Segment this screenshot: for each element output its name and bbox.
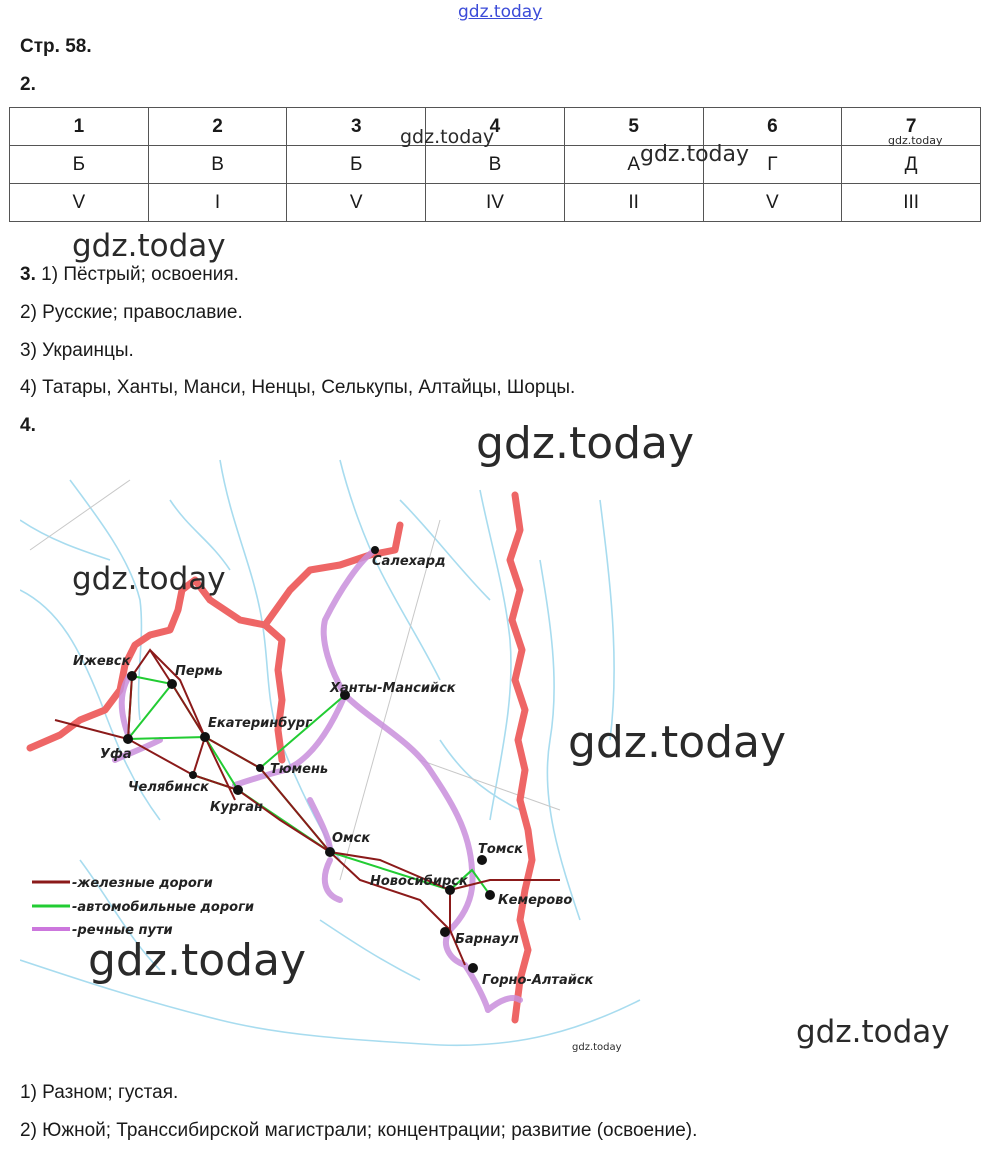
table-cell: II xyxy=(564,184,703,222)
table-cell: 4 xyxy=(426,108,565,146)
task4-item: 2) Южной; Транссибирской магистрали; концентрации; развитие (освоение). xyxy=(20,1120,698,1141)
task4-item: 1) Разном; густая. xyxy=(20,1082,179,1103)
table-cell: 2 xyxy=(148,108,287,146)
table-cell: В xyxy=(148,146,287,184)
city-label-barnaul: Барнаул xyxy=(455,932,519,947)
table-cell: 1 xyxy=(10,108,149,146)
table-cell: А xyxy=(564,146,703,184)
table-cell: V xyxy=(703,184,842,222)
table-cell: Б xyxy=(10,146,149,184)
watermark: gdz.today xyxy=(572,1042,622,1053)
task3-item: 1) Пёстрый; освоения. xyxy=(41,264,239,285)
map-legend xyxy=(32,876,254,938)
city-label-kemerovo: Кемерово xyxy=(498,893,573,908)
table-row xyxy=(10,184,981,222)
watermark: gdz.today xyxy=(568,717,787,768)
table-header-row xyxy=(10,108,981,146)
city-label-yekaterinburg: Екатеринбург xyxy=(208,716,312,731)
top-watermark[interactable]: gdz.today xyxy=(458,2,543,22)
watermark: gdz.today xyxy=(640,142,750,167)
watermark: gdz.today xyxy=(400,126,495,148)
watermark: gdz.today xyxy=(476,418,695,469)
railways xyxy=(55,650,560,965)
watermark: gdz.today xyxy=(88,935,307,986)
task3-line-1 xyxy=(20,264,239,286)
task3-item: 4) Татары, Ханты, Манси, Ненцы, Селькупы, Алтайцы, Шорцы. xyxy=(20,377,576,398)
city-label-khanty-mansiysk: Ханты-Мансийск xyxy=(330,681,456,696)
city-label-tomsk: Томск xyxy=(478,842,523,857)
city-label-novosibirsk: Новосибирск xyxy=(370,874,468,889)
table-row xyxy=(10,146,981,184)
city-label-salekhard: Салехард xyxy=(372,554,446,569)
table-cell: V xyxy=(10,184,149,222)
legend-railway-label: -железные дороги xyxy=(72,876,213,891)
table-cell: В xyxy=(426,146,565,184)
page-header: Стр. 58. xyxy=(20,36,92,57)
table-cell: III xyxy=(842,184,981,222)
city-label-ufa: Уфа xyxy=(100,747,132,762)
table-cell: 3 xyxy=(287,108,426,146)
table-cell: V xyxy=(287,184,426,222)
watermark: gdz.today xyxy=(796,1014,950,1050)
city-label-kurgan: Курган xyxy=(210,800,263,815)
grid-lines xyxy=(30,480,560,880)
task2-number: 2. xyxy=(20,74,36,95)
table-cell: 5 xyxy=(564,108,703,146)
answer-table xyxy=(9,107,981,222)
city-label-tyumen: Тюмень xyxy=(270,762,329,777)
city-label-gorno-altaysk: Горно-Алтайск xyxy=(482,973,594,988)
table-cell: 7 xyxy=(842,108,981,146)
table-cell: 6 xyxy=(703,108,842,146)
legend-river-label: -речные пути xyxy=(72,923,173,938)
table-cell: Б xyxy=(287,146,426,184)
table-cell: I xyxy=(148,184,287,222)
table-cell: Г xyxy=(703,146,842,184)
table-cell: Д xyxy=(842,146,981,184)
city-label-chelyabinsk: Челябинск xyxy=(128,780,209,795)
table-cell: IV xyxy=(426,184,565,222)
city-label-omsk: Омск xyxy=(332,831,371,846)
task3-item: 2) Русские; православие. xyxy=(20,302,243,323)
city-label-izhevsk: Ижевск xyxy=(73,654,131,669)
task3-number: 3. xyxy=(20,264,36,285)
task3-item: 3) Украинцы. xyxy=(20,340,134,361)
watermark: gdz.today xyxy=(888,134,943,147)
city-label-perm: Пермь xyxy=(175,664,223,679)
legend-road-label: -автомобильные дороги xyxy=(72,900,254,915)
watermark: gdz.today xyxy=(72,228,226,264)
watermark: gdz.today xyxy=(72,561,226,597)
task4-number: 4. xyxy=(20,415,36,436)
